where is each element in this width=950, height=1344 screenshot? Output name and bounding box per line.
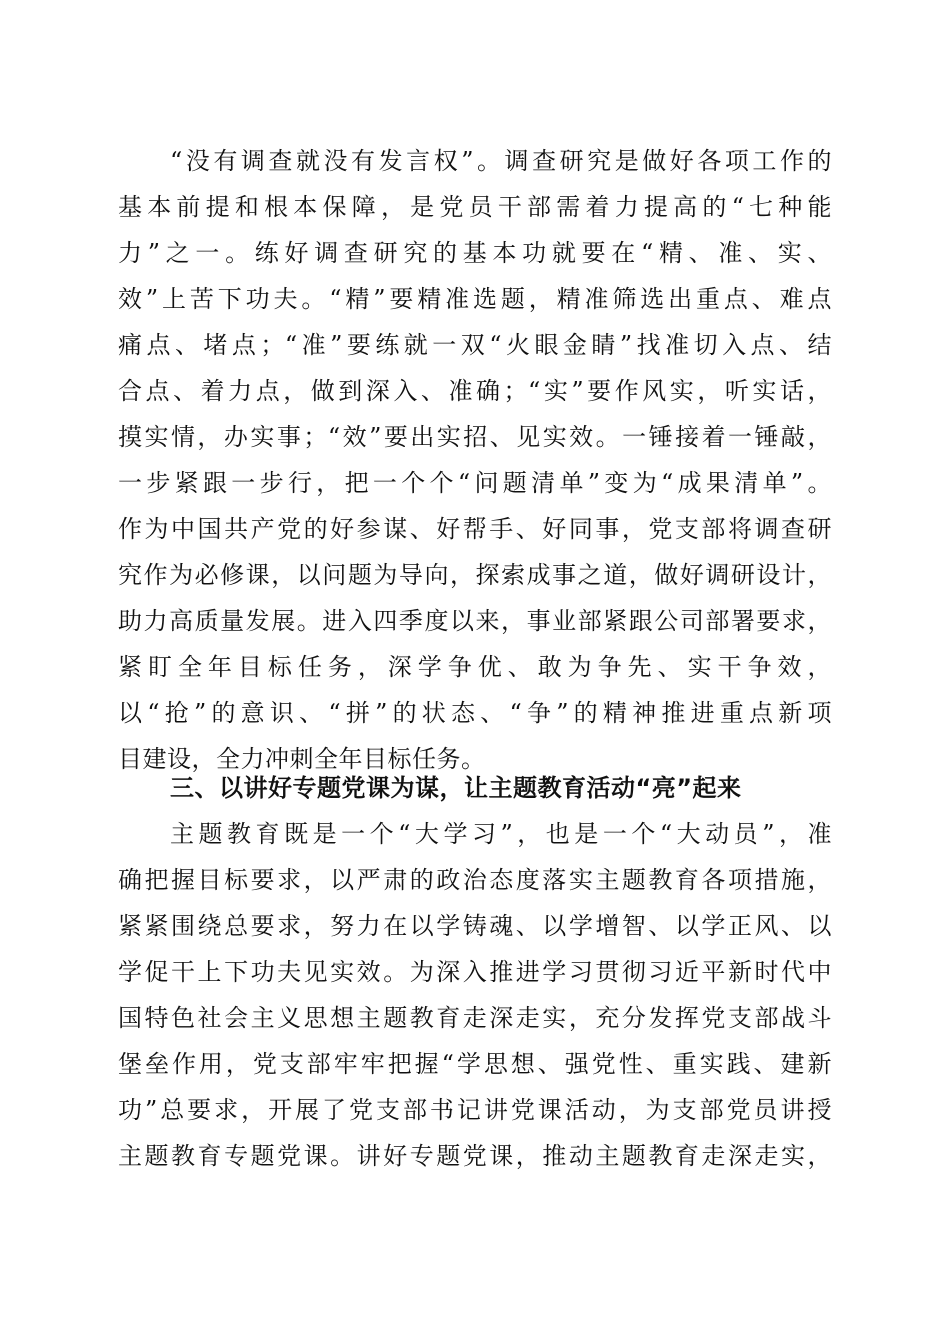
paragraph1-line-5: 痛点、堵点；“准”要练就一双“火眼金睛”找准切入点、结	[118, 331, 832, 359]
paragraph1-line-7: 摸实情，办实事；“效”要出实招、见实效。一锤接着一锤敲，	[118, 423, 832, 451]
paragraph1-line-12: 紧盯全年目标任务，深学争优、敢为争先、实干争效，	[118, 653, 832, 681]
paragraph1-line-6: 合点、着力点，做到深入、准确；“实”要作风实，听实话，	[118, 377, 832, 405]
paragraph1-line-11: 助力高质量发展。进入四季度以来，事业部紧跟公司部署要求，	[118, 607, 832, 635]
paragraph1-line-14: 目建设，全力冲刺全年目标任务。	[118, 745, 486, 773]
paragraph2-line-5: 国特色社会主义思想主题教育走深走实，充分发挥党支部战斗	[118, 1004, 832, 1032]
paragraph1-line-10: 究作为必修课，以问题为导向，探索成事之道，做好调研设计，	[118, 561, 832, 589]
paragraph2-line-3: 紧紧围绕总要求，努力在以学铸魂、以学增智、以学正风、以	[118, 912, 832, 940]
paragraph2-line-2: 确把握目标要求，以严肃的政治态度落实主题教育各项措施，	[118, 866, 832, 894]
paragraph1-line-4: 效”上苦下功夫。“精”要精准选题，精准筛选出重点、难点	[118, 285, 832, 313]
paragraph1-line-9: 作为中国共产党的好参谋、好帮手、好同事，党支部将调查研	[118, 515, 832, 543]
paragraph1-line-2: 基本前提和根本保障，是党员干部需着力提高的“七种能	[118, 193, 832, 221]
paragraph2-line-4: 学促干上下功夫见实效。为深入推进学习贯彻习近平新时代中	[118, 958, 832, 986]
paragraph1-line-8: 一步紧跟一步行，把一个个“问题清单”变为“成果清单”。	[118, 469, 832, 497]
paragraph2-line-6: 堡垒作用，党支部牢牢把握“学思想、强党性、重实践、建新	[118, 1050, 832, 1078]
paragraph2-line-1: 主题教育既是一个“大学习”，也是一个“大动员”，准	[170, 820, 832, 848]
paragraph2-line-7: 功”总要求，开展了党支部书记讲党课活动，为支部党员讲授	[118, 1096, 832, 1124]
paragraph1-line-3: 力”之一。练好调查研究的基本功就要在“精、准、实、	[118, 239, 832, 267]
paragraph1-line-13: 以“抢”的意识、“拼”的状态、“争”的精神推进重点新项	[118, 699, 832, 727]
paragraph1-line-1: “没有调查就没有发言权”。调查研究是做好各项工作的	[170, 147, 832, 175]
section-heading: 三、以讲好专题党课为谋，让主题教育活动“亮”起来	[170, 774, 742, 802]
paragraph2-line-8: 主题教育专题党课。讲好专题党课，推动主题教育走深走实，	[118, 1142, 832, 1170]
